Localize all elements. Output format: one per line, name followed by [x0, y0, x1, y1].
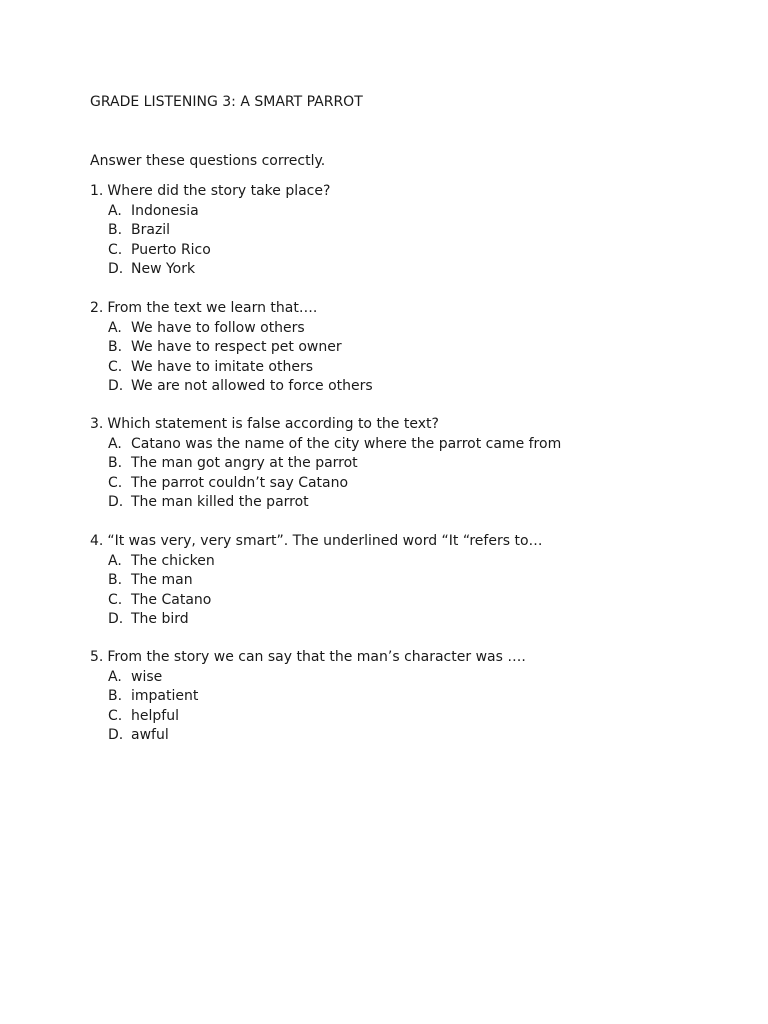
question-2	[90, 299, 730, 397]
option-text: The Catano	[131, 591, 212, 608]
option-text: The parrot couldn’t say Catano	[131, 474, 349, 491]
option-text: We are not allowed to force others	[131, 378, 373, 394]
option-letter: A.	[108, 435, 122, 452]
option-text: Brazil	[131, 222, 171, 238]
option-text: We have to follow others	[131, 319, 305, 336]
option-text: We have to respect pet owner	[131, 339, 342, 355]
question-4-stem	[90, 532, 730, 552]
option-text: New York	[131, 261, 196, 277]
question-number: 5.	[90, 649, 104, 665]
option-c	[90, 707, 730, 727]
option-a	[90, 552, 730, 572]
question-1-stem	[90, 182, 730, 202]
option-letter: D.	[108, 494, 124, 510]
option-c	[90, 358, 730, 378]
question-text: “It was very, very smart”. The underlined word “It “refers to…	[107, 533, 543, 549]
option-text: The bird	[131, 611, 189, 627]
question-number: 4.	[90, 533, 104, 549]
option-b	[90, 338, 730, 358]
option-d	[90, 377, 730, 397]
option-b	[90, 571, 730, 591]
question-2-stem	[90, 299, 730, 319]
question-number: 1.	[90, 183, 104, 199]
option-a	[90, 319, 730, 339]
option-text: The man killed the parrot	[131, 494, 309, 510]
instruction-text: Answer these questions correctly.	[90, 153, 326, 169]
question-text: Where did the story take place?	[107, 183, 331, 199]
option-text: The chicken	[131, 552, 215, 569]
option-letter: C.	[108, 707, 123, 724]
option-text: impatient	[131, 688, 199, 704]
option-letter: B.	[108, 688, 123, 704]
option-text: The man got angry at the parrot	[131, 455, 358, 471]
option-text: wise	[131, 668, 163, 685]
option-letter: C.	[108, 591, 123, 608]
option-letter: C.	[108, 358, 123, 375]
question-1-options	[90, 202, 730, 280]
option-letter: C.	[108, 474, 123, 491]
option-a	[90, 435, 730, 455]
option-a	[90, 668, 730, 688]
option-letter: A.	[108, 552, 122, 569]
question-text: From the text we learn that….	[107, 300, 318, 316]
question-number: 2.	[90, 300, 104, 316]
option-letter: D.	[108, 378, 124, 394]
option-d	[90, 726, 730, 746]
option-c	[90, 591, 730, 611]
option-letter: D.	[108, 611, 124, 627]
option-d	[90, 610, 730, 630]
option-text: helpful	[131, 707, 179, 724]
option-letter: B.	[108, 455, 123, 471]
question-3-options	[90, 435, 730, 513]
question-5-options	[90, 668, 730, 746]
option-c	[90, 474, 730, 494]
question-3	[90, 415, 730, 513]
option-a	[90, 202, 730, 222]
option-text: Indonesia	[131, 202, 199, 219]
question-5	[90, 648, 730, 746]
option-letter: A.	[108, 668, 122, 685]
option-letter: B.	[108, 572, 123, 588]
option-b	[90, 687, 730, 707]
question-text: Which statement is false according to the text?	[107, 416, 439, 432]
option-text: We have to imitate others	[131, 358, 314, 375]
option-letter: A.	[108, 202, 122, 219]
page-title: GRADE LISTENING 3: A SMART PARROT	[90, 94, 363, 110]
question-1	[90, 182, 730, 280]
question-4	[90, 532, 730, 630]
option-b	[90, 221, 730, 241]
option-letter: A.	[108, 319, 122, 336]
option-d	[90, 260, 730, 280]
option-text: awful	[131, 727, 169, 743]
option-text: Catano was the name of the city where the parrot came from	[131, 435, 562, 452]
question-text: From the story we can say that the man’s character was ….	[107, 649, 526, 665]
question-4-options	[90, 552, 730, 630]
option-letter: D.	[108, 261, 124, 277]
question-number: 3.	[90, 416, 104, 432]
option-letter: C.	[108, 241, 123, 258]
question-5-stem	[90, 648, 730, 668]
option-d	[90, 493, 730, 513]
option-b	[90, 454, 730, 474]
option-c	[90, 241, 730, 261]
question-3-stem	[90, 415, 730, 435]
option-letter: B.	[108, 339, 123, 355]
option-letter: D.	[108, 727, 124, 743]
option-text: The man	[131, 572, 193, 588]
question-2-options	[90, 319, 730, 397]
option-text: Puerto Rico	[131, 241, 211, 258]
option-letter: B.	[108, 222, 123, 238]
